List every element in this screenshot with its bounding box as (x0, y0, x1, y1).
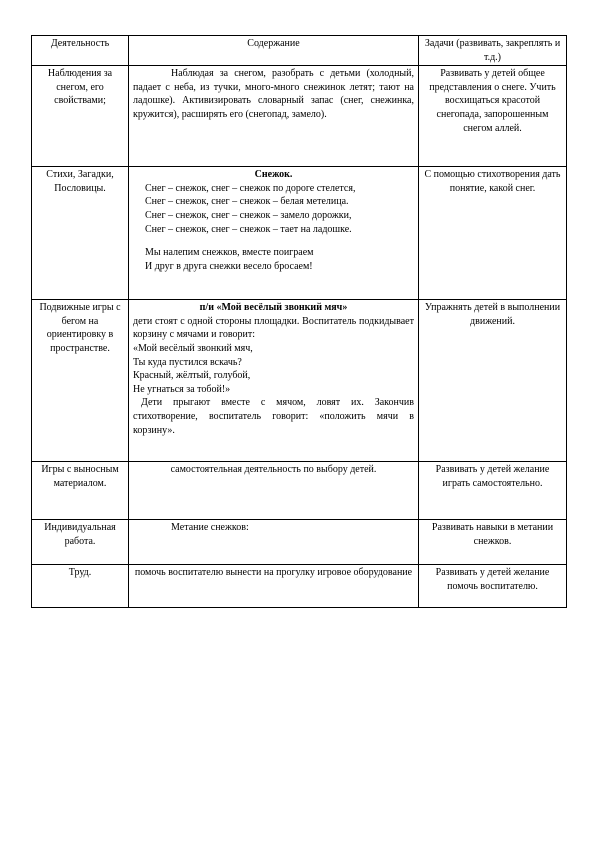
poem-line: И друг в друга снежки весело бросаем! (145, 260, 313, 272)
cell-content: Метание снежков: (129, 520, 419, 565)
table-row-labor (32, 565, 567, 608)
table-row-poems (32, 167, 567, 300)
cell-content: самостоятельная деятельность по выбору детей. (129, 462, 419, 520)
header-activity: Деятельность (32, 36, 129, 66)
game-outro: Дети прыгают вместе с мячом, ловят их. Закончив стихотворение, воспитатель говорит: «положить мячи в корзину». (133, 397, 414, 436)
cell-tasks: Развивать у детей общее представления о снеге. Учить восхищаться красотой снегопада, запорошенным снегом аллей. (419, 66, 567, 167)
table-header-row (32, 36, 567, 66)
header-content: Содержание (129, 36, 419, 66)
cell-activity: Подвижные игры с бегом на ориентировку в пространстве. (32, 300, 129, 462)
cell-activity: Игры с выносным материалом. (32, 462, 129, 520)
cell-tasks: Упражнять детей в выполнении движений. (419, 300, 567, 462)
cell-tasks: Развивать у детей желание играть самостоятельно. (419, 462, 567, 520)
table-row-games (32, 300, 567, 462)
game-verse-line: Ты куда пустился вскачь? (133, 356, 242, 368)
cell-activity: Стихи, Загадки, Пословицы. (32, 167, 129, 300)
cell-tasks: С помощью стихотворения дать понятие, какой снег. (419, 167, 567, 300)
table-row-individual (32, 520, 567, 565)
poem-line: Снег – снежок, снег – снежок – замело дорожки, (145, 209, 352, 221)
game-verse-line: Не угнаться за тобой!» (133, 383, 231, 395)
poem-title: Снежок. (254, 169, 293, 181)
poem-line: Снег – снежок, снег – снежок по дороге стелется, (145, 182, 356, 194)
game-verse-line: Красный, жёлтый, голубой, (133, 370, 251, 382)
cell-activity: Наблюдения за снегом, его свойствами; (32, 66, 129, 167)
cell-activity: Труд. (32, 565, 129, 608)
cell-tasks: Развивать у детей желание помочь воспитателю. (419, 565, 567, 608)
game-intro: дети стоят с одной стороны площадки. Воспитатель подкидывает корзину с мячами и говорит: (133, 315, 414, 341)
poem-line: Снег – снежок, снег – снежок – белая метелица. (145, 196, 349, 208)
cell-content: помочь воспитателю вынести на прогулку игровое оборудование (129, 565, 419, 608)
poem-line: Мы налепим снежков, вместе поиграем (145, 247, 314, 259)
table-row-observation (32, 66, 567, 167)
header-tasks: Задачи (развивать, закреплять и т.д.) (419, 36, 567, 66)
cell-activity: Индивидуальная работа. (32, 520, 129, 565)
cell-content: Наблюдая за снегом, разобрать с детьми (холодный, падает с неба, из тучки, много-много снежинок летят; тают на ладошке). Активизировать словарный запас (снег, снежинка, кружится), расширять его (снегопад, замело). (129, 66, 419, 167)
poem-line: Снег – снежок, снег – снежок – тает на ладошке. (145, 223, 352, 235)
cell-tasks: Развивать навыки в метании снежков. (419, 520, 567, 565)
cell-content (129, 300, 419, 462)
table-row-outdoor (32, 462, 567, 520)
game-title: п/и «Мой весёлый звонкий мяч» (199, 302, 348, 314)
cell-content (129, 167, 419, 300)
activity-table (31, 35, 567, 608)
game-verse-line: «Мой весёлый звонкий мяч, (133, 342, 253, 354)
